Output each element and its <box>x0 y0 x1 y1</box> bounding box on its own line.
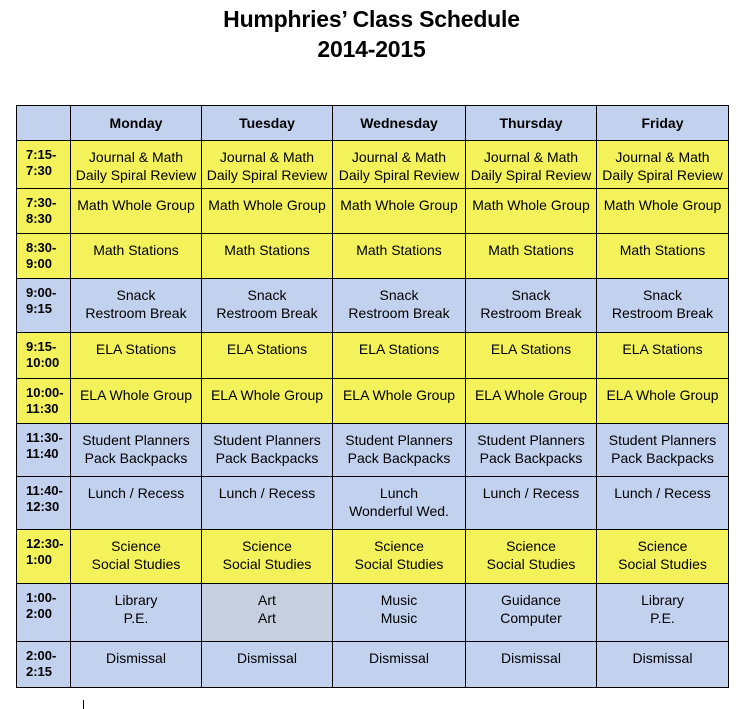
activity-line: ELA Stations <box>226 341 308 357</box>
time-slot-line: 8:30 <box>26 211 53 226</box>
schedule-table <box>16 105 729 688</box>
activity-line: Snack <box>511 287 551 303</box>
activity-cell <box>71 189 202 234</box>
activity-line: Journal & Math <box>615 149 710 165</box>
time-slot-line: 11:30- <box>26 430 63 445</box>
activity-line: ELA Whole Group <box>474 387 588 403</box>
activity-cell <box>597 279 729 333</box>
activity-cell <box>597 141 729 189</box>
activity-cell <box>333 333 466 379</box>
time-slot-line: 12:30- <box>26 536 64 551</box>
schedule-row <box>17 234 729 279</box>
activity-line: Math Whole Group <box>603 197 722 213</box>
activity-line: ELA Whole Group <box>79 387 193 403</box>
activity-line: Restroom Break <box>216 305 318 321</box>
activity-cell <box>333 279 466 333</box>
activity-cell <box>466 584 597 642</box>
time-slot-line: 7:30 <box>26 163 53 178</box>
activity-cell <box>333 379 466 424</box>
corner-cell <box>17 106 71 141</box>
activity-line: Math Stations <box>93 242 179 258</box>
activity-line: Art <box>258 610 276 626</box>
activity-line: Snack <box>247 287 287 303</box>
activity-cell <box>466 333 597 379</box>
activity-cell <box>333 530 466 584</box>
day-header-friday: Friday <box>597 106 729 141</box>
activity-line: Daily Spiral Review <box>338 167 460 183</box>
activity-cell <box>597 189 729 234</box>
activity-cell <box>71 279 202 333</box>
activity-line: Math Whole Group <box>208 197 326 213</box>
time-slot-cell <box>17 642 71 688</box>
activity-line: Daily Spiral Review <box>75 167 197 183</box>
time-slot-cell <box>17 584 71 642</box>
activity-line: Journal & Math <box>351 149 447 165</box>
activity-line: Lunch / Recess <box>614 485 711 501</box>
activity-line: Math Whole Group <box>340 197 458 213</box>
activity-line: Student Planners <box>477 432 585 448</box>
activity-cell <box>333 477 466 530</box>
activity-line: Snack <box>116 287 156 303</box>
schedule-row <box>17 477 729 530</box>
activity-cell <box>202 333 333 379</box>
time-slot-cell <box>17 333 71 379</box>
time-slot-cell <box>17 234 71 279</box>
schedule-row <box>17 584 729 642</box>
activity-line: ELA Whole Group <box>342 387 456 403</box>
activity-line: ELA Stations <box>622 341 703 357</box>
activity-cell <box>333 424 466 477</box>
activity-line: Lunch / Recess <box>218 485 316 501</box>
activity-cell <box>202 189 333 234</box>
activity-cell <box>202 141 333 189</box>
schedule-body <box>17 141 729 688</box>
activity-line: Dismissal <box>632 650 693 666</box>
activity-line: Student Planners <box>82 432 190 448</box>
activity-line: Lunch / Recess <box>482 485 580 501</box>
schedule-row <box>17 379 729 424</box>
activity-line: ELA Stations <box>490 341 572 357</box>
activity-line: Pack Backpacks <box>215 450 319 466</box>
activity-cell <box>466 379 597 424</box>
time-slot-line: 9:00- <box>26 285 57 300</box>
activity-line: Library <box>641 592 684 608</box>
time-slot-line: 1:00 <box>26 552 53 567</box>
activity-line: Restroom Break <box>348 305 450 321</box>
activity-line: Pack Backpacks <box>347 450 451 466</box>
activity-cell <box>466 642 597 688</box>
activity-cell <box>202 642 333 688</box>
activity-cell <box>202 584 333 642</box>
activity-line: Student Planners <box>213 432 321 448</box>
activity-cell <box>71 333 202 379</box>
activity-line: Wonderful Wed. <box>349 503 449 519</box>
activity-line: Pack Backpacks <box>84 450 188 466</box>
time-slot-cell <box>17 424 71 477</box>
activity-cell <box>333 584 466 642</box>
activity-line: P.E. <box>650 610 675 626</box>
activity-line: Restroom Break <box>611 305 714 321</box>
time-slot-line: 8:30- <box>26 240 57 255</box>
activity-line: Science <box>506 538 556 554</box>
activity-cell <box>466 477 597 530</box>
activity-line: Computer <box>500 610 562 626</box>
time-slot-line: 2:00- <box>26 648 57 663</box>
activity-line: ELA Stations <box>95 341 177 357</box>
activity-line: Journal & Math <box>483 149 579 165</box>
activity-line: Daily Spiral Review <box>206 167 328 183</box>
activity-cell <box>597 530 729 584</box>
activity-cell <box>71 379 202 424</box>
day-header-monday: Monday <box>71 106 202 141</box>
activity-line: Math Stations <box>224 242 310 258</box>
activity-cell <box>71 234 202 279</box>
time-slot-line: 2:00 <box>26 606 53 621</box>
activity-line: Social Studies <box>618 556 707 572</box>
activity-line: Pack Backpacks <box>611 450 714 466</box>
schedule-row <box>17 424 729 477</box>
activity-line: Math Whole Group <box>472 197 590 213</box>
activity-cell <box>466 424 597 477</box>
activity-cell <box>597 424 729 477</box>
activity-line: Lunch / Recess <box>87 485 185 501</box>
activity-cell <box>466 234 597 279</box>
time-slot-line: 9:15 <box>26 301 53 316</box>
activity-cell <box>202 424 333 477</box>
activity-cell <box>71 530 202 584</box>
title-line-2: 2014-2015 <box>317 36 426 62</box>
activity-cell <box>202 477 333 530</box>
activity-cell <box>202 530 333 584</box>
activity-line: Lunch <box>379 485 419 501</box>
activity-line: Dismissal <box>501 650 561 666</box>
document-title <box>0 4 743 64</box>
time-slot-cell <box>17 379 71 424</box>
schedule-row <box>17 333 729 379</box>
activity-line: Restroom Break <box>480 305 582 321</box>
activity-cell <box>597 234 729 279</box>
activity-cell <box>202 234 333 279</box>
schedule-row <box>17 189 729 234</box>
activity-cell <box>466 189 597 234</box>
activity-cell <box>71 477 202 530</box>
activity-line: Snack <box>643 287 682 303</box>
day-header-tuesday: Tuesday <box>202 106 333 141</box>
activity-cell <box>333 642 466 688</box>
time-slot-line: 12:30 <box>26 499 60 514</box>
activity-line: Student Planners <box>608 432 717 448</box>
header-row <box>17 106 729 141</box>
activity-line: ELA Whole Group <box>210 387 324 403</box>
time-slot-line: 10:00 <box>26 355 60 370</box>
activity-line: Daily Spiral Review <box>602 167 723 183</box>
activity-line: Social Studies <box>354 556 444 572</box>
time-slot-cell <box>17 279 71 333</box>
day-header-thursday: Thursday <box>466 106 597 141</box>
activity-cell <box>71 642 202 688</box>
time-slot-line: 11:40- <box>26 483 63 498</box>
activity-cell <box>597 333 729 379</box>
activity-cell <box>71 424 202 477</box>
activity-cell <box>597 584 729 642</box>
activity-line: Social Studies <box>91 556 181 572</box>
activity-cell <box>597 642 729 688</box>
time-slot-cell <box>17 530 71 584</box>
activity-cell <box>333 234 466 279</box>
activity-cell <box>333 141 466 189</box>
activity-line: Dismissal <box>369 650 429 666</box>
activity-cell <box>466 141 597 189</box>
activity-line: Journal & Math <box>219 149 315 165</box>
activity-line: Science <box>637 538 688 554</box>
activity-cell <box>71 584 202 642</box>
day-header-wednesday: Wednesday <box>333 106 466 141</box>
activity-line: Daily Spiral Review <box>470 167 592 183</box>
activity-cell <box>466 279 597 333</box>
activity-line: Math Stations <box>488 242 574 258</box>
activity-line: Art <box>258 592 276 608</box>
activity-line: Library <box>114 592 158 608</box>
time-slot-cell <box>17 189 71 234</box>
time-slot-line: 7:15- <box>26 147 57 162</box>
activity-line: ELA Whole Group <box>606 387 719 403</box>
activity-line: Social Studies <box>222 556 312 572</box>
activity-cell <box>333 189 466 234</box>
activity-cell <box>71 141 202 189</box>
activity-line: Student Planners <box>345 432 453 448</box>
activity-cell <box>466 530 597 584</box>
activity-cell <box>597 477 729 530</box>
activity-line: Music <box>380 610 418 626</box>
schedule-row <box>17 642 729 688</box>
activity-line: Guidance <box>501 592 561 608</box>
activity-line: Journal & Math <box>88 149 184 165</box>
activity-line: Math Whole Group <box>77 197 195 213</box>
activity-line: Dismissal <box>237 650 297 666</box>
activity-line: Science <box>374 538 424 554</box>
activity-line: Science <box>242 538 292 554</box>
activity-line: Snack <box>379 287 419 303</box>
time-slot-cell <box>17 141 71 189</box>
activity-cell <box>202 279 333 333</box>
time-slot-line: 9:15- <box>26 339 57 354</box>
activity-line: Restroom Break <box>85 305 187 321</box>
activity-line: Music <box>380 592 418 608</box>
schedule-row <box>17 141 729 189</box>
schedule-row <box>17 530 729 584</box>
schedule-row <box>17 279 729 333</box>
activity-line: Pack Backpacks <box>479 450 583 466</box>
activity-line: ELA Stations <box>358 341 440 357</box>
activity-line: Science <box>111 538 161 554</box>
time-slot-line: 10:00- <box>26 385 64 400</box>
time-slot-cell <box>17 477 71 530</box>
time-slot-line: 1:00- <box>26 590 57 605</box>
activity-cell <box>202 379 333 424</box>
activity-line: Math Stations <box>619 242 706 258</box>
text-cursor-mark <box>83 700 84 709</box>
activity-line: Social Studies <box>486 556 576 572</box>
activity-cell <box>597 379 729 424</box>
activity-line: Math Stations <box>356 242 442 258</box>
time-slot-line: 11:40 <box>26 446 59 461</box>
time-slot-line: 7:30- <box>26 195 57 210</box>
time-slot-line: 11:30 <box>26 401 59 416</box>
title-line-1: Humphries’ Class Schedule <box>223 6 520 32</box>
activity-line: Dismissal <box>106 650 166 666</box>
activity-line: P.E. <box>123 610 149 626</box>
time-slot-line: 2:15 <box>26 664 53 679</box>
time-slot-line: 9:00 <box>26 256 53 271</box>
